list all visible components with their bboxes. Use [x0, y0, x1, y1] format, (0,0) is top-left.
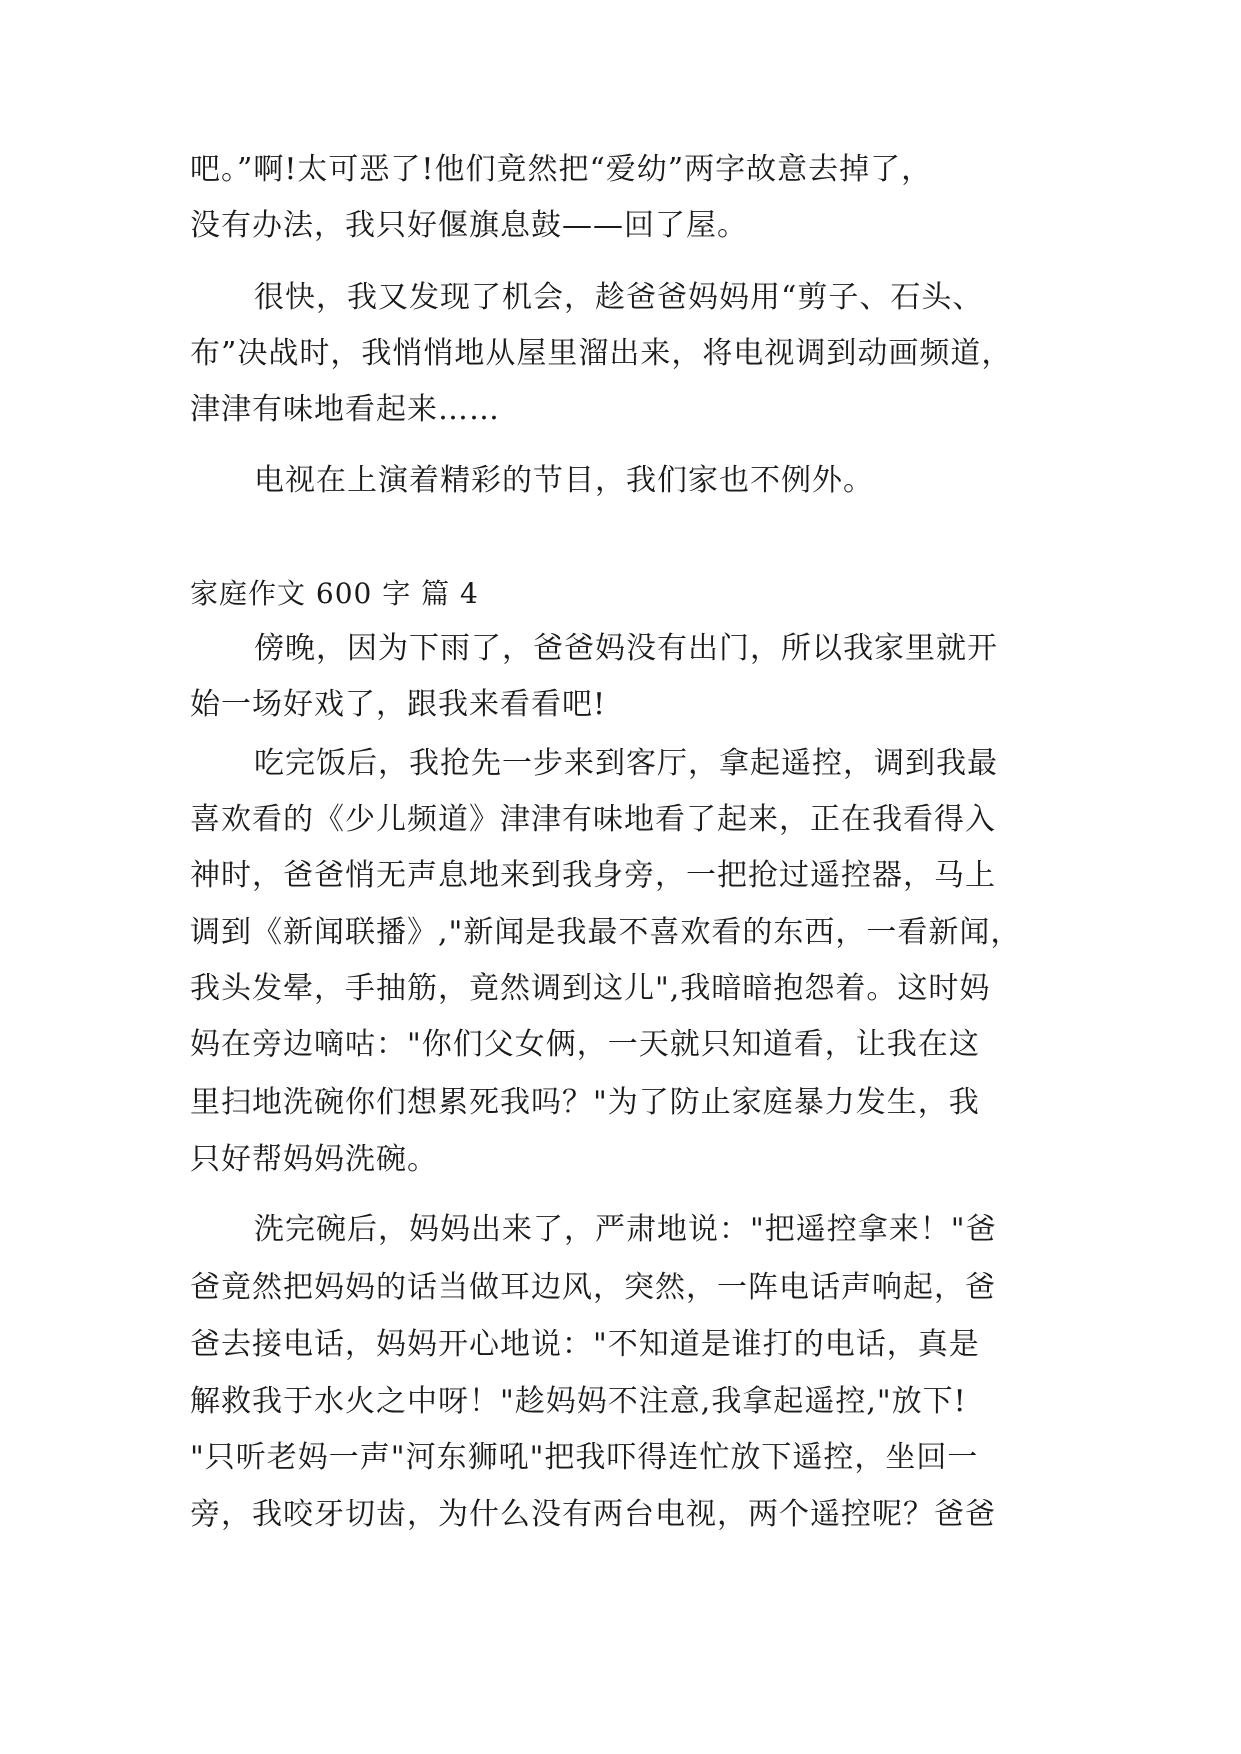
text-line: 很快，我又发现了机会，趁爸爸妈妈用“剪子、石头、: [254, 280, 984, 315]
text-line: 没有办法，我只好偃旗息鼓——回了屋。: [190, 208, 748, 243]
text-line: 爸去接电话，妈妈开心地说："不知道是谁打的电话，真是: [190, 1327, 980, 1362]
text-line: 布”决战时，我悄悄地从屋里溜出来，将电视调到动画频道，: [190, 336, 1013, 371]
text-line: 调到《新闻联播》,"新闻是我最不喜欢看的东西，一看新闻，: [190, 915, 1022, 950]
text-line: 喜欢看的《少儿频道》津津有味地看了起来，正在我看得入: [190, 802, 996, 837]
text-line: 里扫地洗碗你们想累死我吗？"为了防止家庭暴力发生，我: [190, 1085, 980, 1120]
text-line: 傍晚，因为下雨了，爸爸妈没有出门，所以我家里就开: [254, 631, 998, 666]
text-line: 吃完饭后，我抢先一步来到客厅，拿起遥控，调到我最: [254, 746, 998, 781]
text-line: 神时，爸爸悄无声息地来到我身旁，一把抢过遥控器，马上: [190, 858, 996, 893]
text-line: 津津有味地看起来……: [190, 392, 500, 427]
text-line: 洗完碗后，妈妈出来了，严肃地说："把遥控拿来！"爸: [254, 1212, 997, 1247]
text-line: 妈在旁边嘀咕："你们父女俩，一天就只知道看，让我在这: [190, 1027, 980, 1062]
text-line: 只好帮妈妈洗碗。: [190, 1142, 438, 1177]
text-line: 爸竟然把妈妈的话当做耳边风，突然，一阵电话声响起，爸: [190, 1270, 996, 1305]
text-line: 始一场好戏了，跟我来看看吧!: [190, 687, 607, 722]
text-line: 旁，我咬牙切齿，为什么没有两台电视，两个遥控呢？爸爸: [190, 1497, 996, 1532]
text-line: 电视在上演着精彩的节目，我们家也不例外。: [254, 463, 874, 498]
text-line: "只听老妈一声"河东狮吼"把我吓得连忙放下遥控，坐回一: [190, 1440, 979, 1475]
section-heading: 家庭作文 600 字 篇 4: [190, 577, 479, 610]
text-line: 解救我于水火之中呀！"趁妈妈不注意,我拿起遥控,"放下!: [190, 1384, 967, 1419]
text-line: 我头发晕，手抽筋，竟然调到这儿",我暗暗抱怨着。这时妈: [190, 971, 991, 1006]
text-line: 吧。”啊!太可恶了!他们竟然把“爱幼”两字故意去掉了，: [190, 152, 933, 187]
